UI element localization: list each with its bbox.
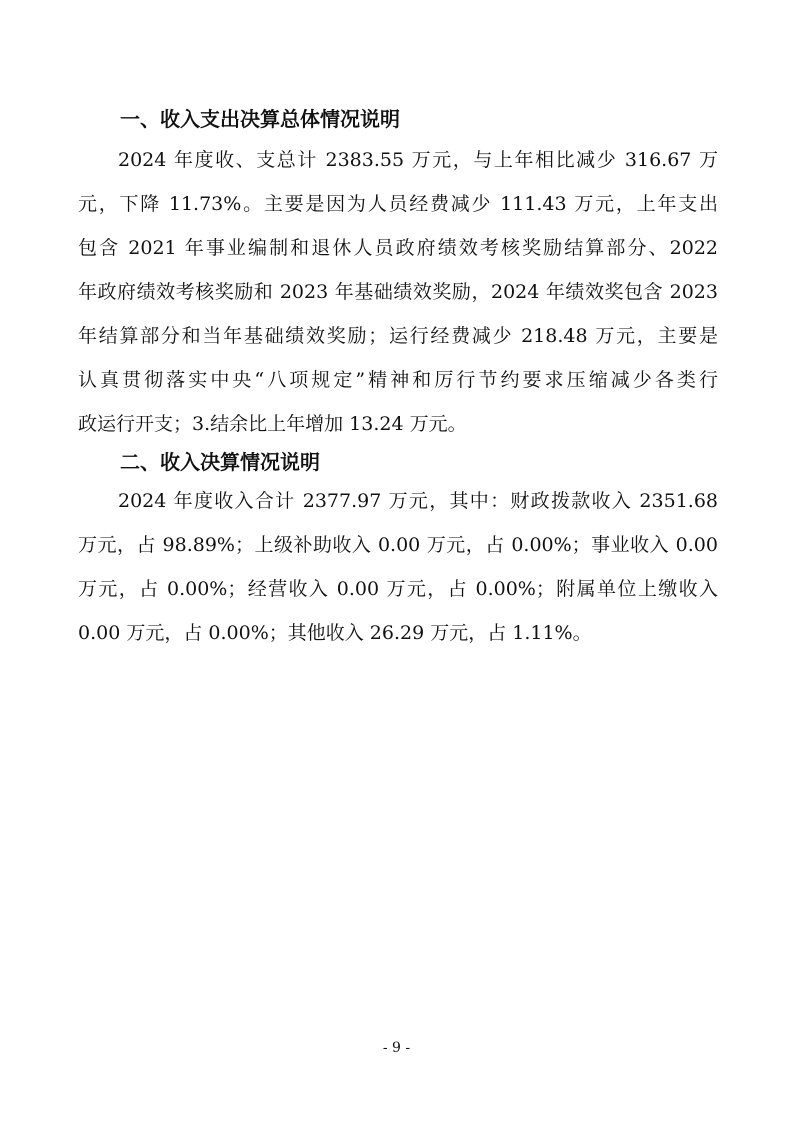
paragraph-line: 认真贯彻落实中央“八项规定”精神和厉行节约要求压缩减少各类行 xyxy=(78,369,718,391)
paragraph-line: 万元，占 0.00%；经营收入 0.00 万元，占 0.00%；附属单位上缴收入 xyxy=(78,578,718,600)
page-number: - 9 - xyxy=(382,1040,411,1056)
paragraph-line: 政运行开支；3.结余比上年增加 13.24 万元。 xyxy=(78,413,467,435)
paragraph-line: 2024 年度收、支总计 2383.55 万元，与上年相比减少 316.67 万 xyxy=(118,149,718,171)
paragraph-line: 年结算部分和当年基础绩效奖励；运行经费减少 218.48 万元，主要是 xyxy=(78,325,718,347)
paragraph-line: 万元，占 98.89%；上级补助收入 0.00 万元，占 0.00%；事业收入 0.00 xyxy=(78,534,718,556)
paragraph-line: 0.00 万元，占 0.00%；其他收入 26.29 万元，占 1.11%。 xyxy=(78,622,592,644)
section-2-heading: 二、收入决算情况说明 xyxy=(120,450,320,474)
paragraph-line: 年政府绩效考核奖励和 2023 年基础绩效奖励，2024 年绩效奖包含 2023 xyxy=(78,281,718,303)
paragraph-line: 2024 年度收入合计 2377.97 万元，其中：财政拨款收入 2351.68 xyxy=(118,490,718,512)
section-1-heading: 一、收入支出决算总体情况说明 xyxy=(120,107,400,131)
paragraph-line: 元，下降 11.73%。主要是因为人员经费减少 111.43 万元，上年支出 xyxy=(78,193,718,215)
paragraph-line: 包含 2021 年事业编制和退休人员政府绩效考核奖励结算部分、2022 xyxy=(78,237,718,259)
section-2-paragraph xyxy=(78,479,718,655)
section-1-paragraph xyxy=(78,138,718,446)
